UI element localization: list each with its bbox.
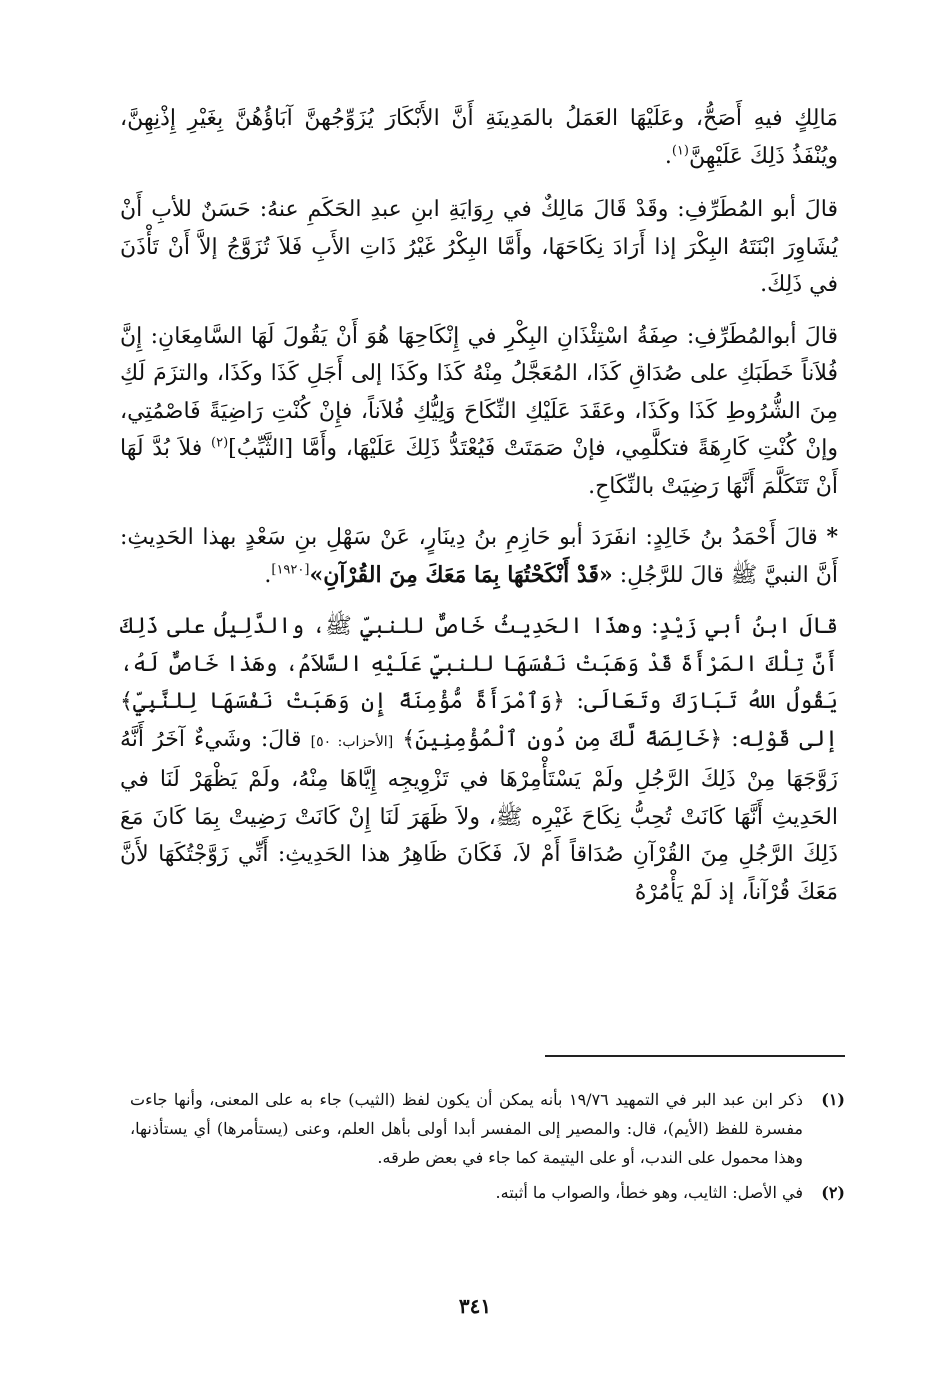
paragraph-5-text-after: قالَ: وشَيءٌ آخَرُ أَنَّهُ زَوَّجَهَا مِنْ ذَلِكَ الرَّجُلِ ولَمْ يَسْتَأْمِرْهَا في تَزْوِيجِه إِيَّاهَا مِنْهُ، ولَمْ يَظْهَرْ لَنَا في الحَدِيثِ أَنَّهَا كَانَتْ تُحِبُّ نِكَاحَ غَيْرِه ﷺ، ولاَ ظَهَرَ لَنَا إِنْ كَانَتْ رَضِيتْ بِمَا كَانَ مَعَ ذَلِكَ الرَّجُلِ مِنَ القُرْآنِ صُدَاقاً أَمْ لاَ، فَكَانَ ظَاهِرُ هذا الحَدِيثِ: أَنِّي زَوَّجْتُكَهَا لأَنَّ مَعَكَ قُرْآناً، إذ لَمْ يَأْمُرْهُ bbox=[120, 726, 838, 905]
hadith-quote: «قَدْ أَنْكَحْتُهَا بِمَا مَعَكَ مِنَ القُرْآنِ» bbox=[309, 561, 613, 588]
paragraph-2-text: قالَ أبو المُطَرِّفِ: وقَدْ قَالَ مَالِكٌ في رِوَايَةِ ابنِ عبدِ الحَكَمِ عنهُ: حَسَنٌ للأبِ أَنْ يُشَاوِرَ ابْنَتَهُ البِكْرَ إذا أَرَادَ نِكَاحَهَا، وأَمَّا البِكْرُ غَيْرُ ذَاتِ الأَبِ فَلاَ تُزَوَّجُ إلاَّ أَنْ تَأْذَنَ في ذَلِكَ. bbox=[120, 197, 838, 297]
paragraph-5-text-before: قالَ ابنُ أبي زَيْدٍ: وهذَا الحَدِيثُ خَاصٌّ للنبيِّ ﷺ، والدَّلِيلُ على ذَلِكَ أَنَّ تِلْكَ المَرْأَةَ قَدْ وَهَبَتْ نَفْسَهَا للنبيِّ عَلَيْهِ السَّلاَمُ، وهَذا خَاصٌّ لَهُ، يَقُولُ اللهُ تَبَارَكَ وتَعَالَى: ﴿وَٱمْرَأَةً مُّؤْمِنَةً إِن وَهَبَتْ نَفْسَهَا لِلنَّبِيِّ﴾ إلى قَوْلِه: ﴿خَالِصَةً لَّكَ مِن دُونِ ٱلْمُؤْمِنِينَ﴾ bbox=[120, 614, 838, 752]
paragraph-1-tail: . bbox=[664, 143, 672, 169]
paragraph-4-text-before: قالَ أَحْمَدُ بنُ خَالِدٍ: انفَرَدَ أبو حَازِمِ بنُ دِينَارٍ، عَنْ سَهْلِ بنِ سَعْدٍ بهذا الحَدِيثِ: أَنَّ النبيَّ ﷺ قالَ للرَّجُلِ: bbox=[120, 525, 838, 588]
footnote-1 bbox=[130, 1085, 845, 1172]
paragraph-1-text: مَالِكٍ فيهِ أَصَحُّ، وعَلَيْهَا العَمَلُ بالمَدِينَةِ أَنَّ الأَبْكَارَ يُزَوِّجُهنَّ آبَاؤُهُنَّ بِغَيْرِ إِذْنِهِنَّ، ويُنْفَذُ ذَلِكَ عَلَيْهِنَّ bbox=[120, 106, 838, 169]
main-text bbox=[120, 100, 838, 925]
paragraph-1 bbox=[120, 100, 838, 175]
footnote-divider bbox=[545, 1055, 845, 1057]
page-number: ٣٤١ bbox=[458, 1294, 492, 1318]
paragraph-3-text-before: قالَ أبوالمُطَرِّفِ: صِفَةُ اسْتِئْذَانِ البِكْرِ في إِنْكَاحِهَا هُوَ أَنْ يَقُولَ لَهَا السَّامِعَانِ: إِنَّ فُلاَناً خَطَبَكِ على صُدَاقِ كَذَا، المُعَجَّلُ مِنْهُ كَذَا وكَذَا إلى أَجَلِ كَذَا وكَذَا، والتزَمَ لَكِ مِنَ الشُّرُوطِ كَذَا وكَذَا، وعَقَدَ عَلَيْكِ النِّكَاحَ وَلِيُّكِ فُلاَناً، فإِنْ كُنْتِ رَاضِيَةً فَاصْمُتِي، وإنْ كُنْتِ كَارِهَةً فتكلَّمِي، فإنْ صَمَتَتْ فَيُعْتَدُّ ذَلِكَ عَلَيْهَا، وأَمَّا [الثَّيِّبُ] bbox=[120, 323, 839, 461]
hadith-number: [١٩٢٠] bbox=[271, 562, 310, 578]
paragraph-4-tail: . bbox=[264, 562, 272, 588]
paragraph-3-text-after: فلاَ بُدَّ لَهَا أَنْ تَتَكَلَّمَ أَنَّهَا رَضِيَتْ بالنِّكَاحِ. bbox=[120, 436, 838, 499]
footnote-ref-2[interactable]: (٢) bbox=[211, 435, 229, 451]
paragraph-4 bbox=[120, 519, 838, 594]
paragraph-5 bbox=[120, 608, 838, 911]
footnote-2 bbox=[130, 1178, 845, 1207]
footnote-2-text: في الأصل: الثايب، وهو خطأ، والصواب ما أثبته. bbox=[495, 1183, 803, 1202]
footnote-1-text: ذكر ابن عبد البر في التمهيد ١٩/٧٦ بأنه يمكن أن يكون لفظ (الثيب) جاء به على المعنى، وأنها جاءت مفسرة للفظ (الأيم)، قال: والمصير إلى المفسر أبدا أولى بأهل العلم، وعنى (يستأمرها) أي يستأذنها، وهذا محمول على الندب، أو على اليتيمة كما جاء في بعض طرقه. bbox=[130, 1090, 803, 1167]
star-marker: * bbox=[826, 524, 838, 550]
footnote-ref-1[interactable]: (١) bbox=[671, 143, 689, 159]
paragraph-2 bbox=[120, 191, 838, 304]
paragraph-3 bbox=[120, 318, 838, 506]
quran-reference: [الأحزاب: ٥٠] bbox=[310, 733, 394, 750]
footnotes bbox=[130, 1085, 845, 1213]
footnote-1-number: (١) bbox=[821, 1090, 845, 1109]
footnote-2-number: (٢) bbox=[821, 1183, 845, 1202]
